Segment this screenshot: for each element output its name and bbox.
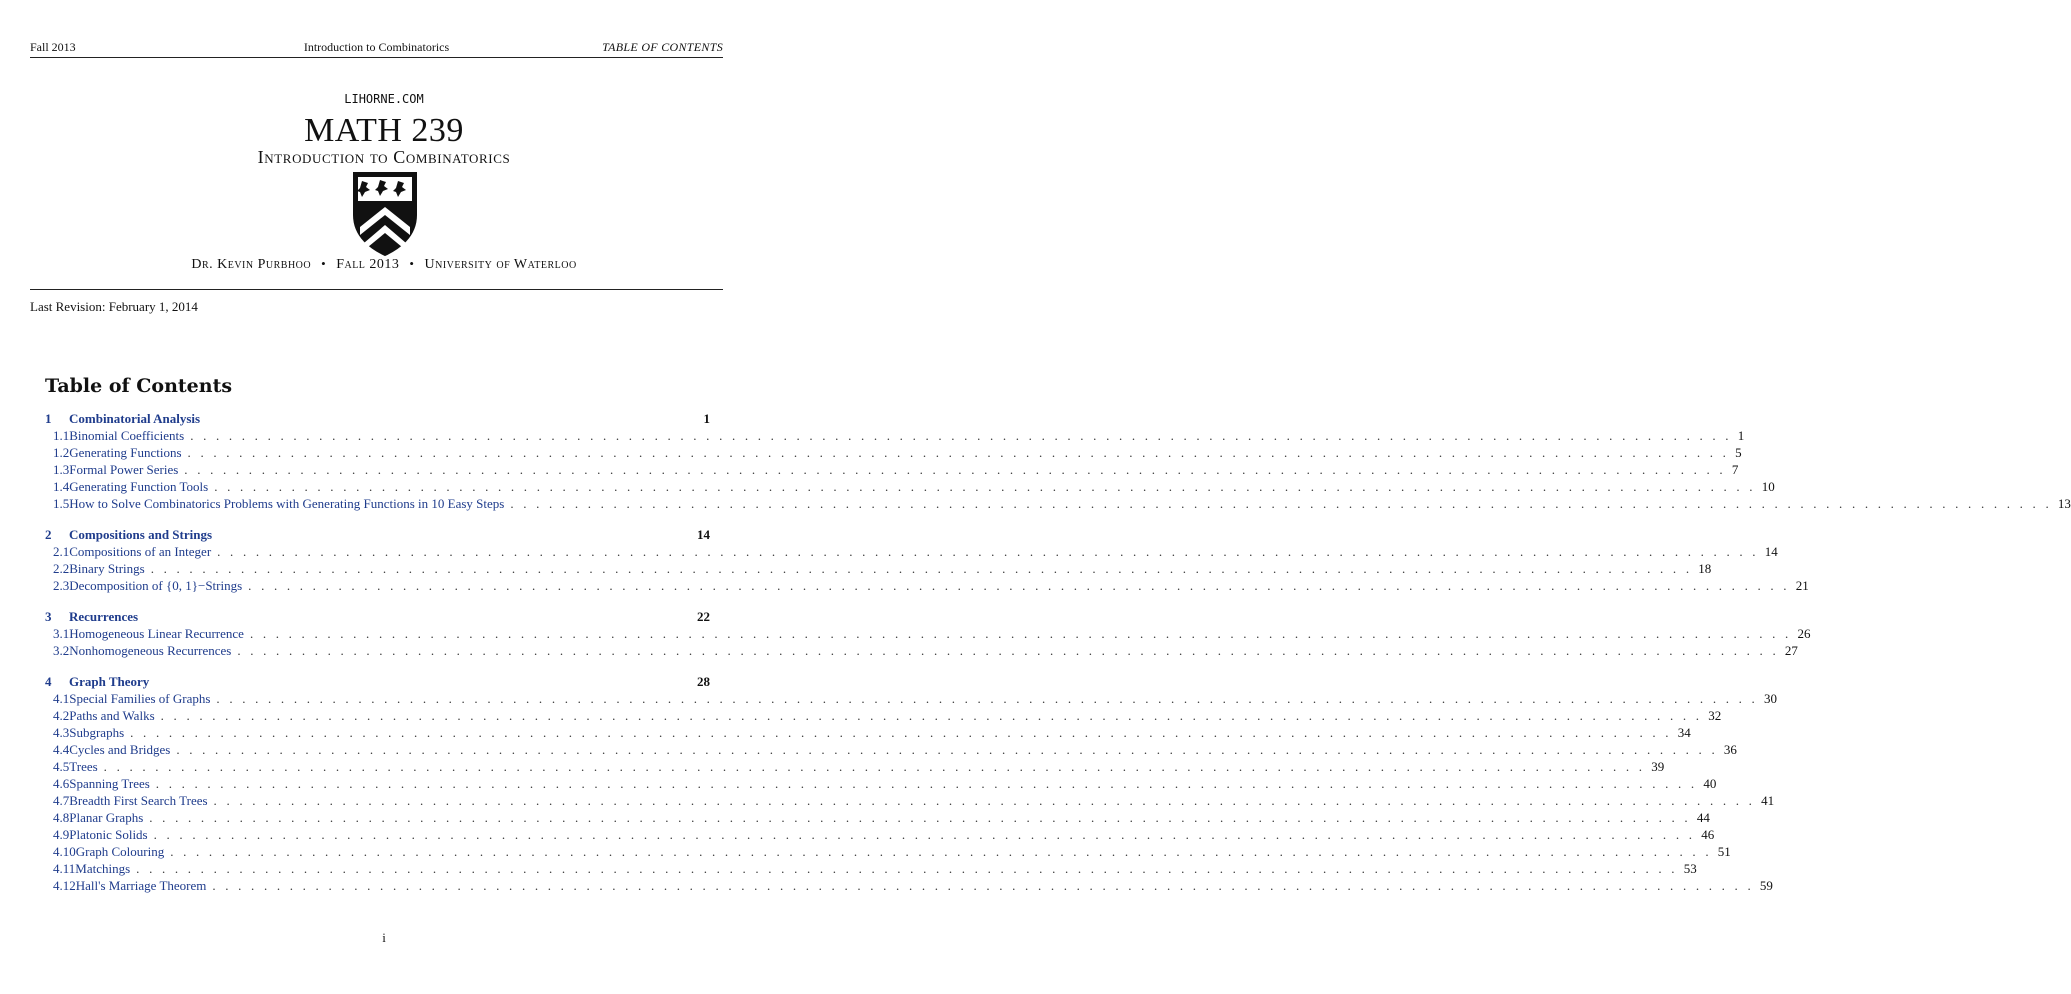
subsection-title: Planar Graphs: [69, 810, 144, 825]
section-number: 2: [45, 527, 52, 542]
toc-section-link[interactable]: [45, 411, 710, 428]
toc-subsection-link[interactable]: [45, 643, 1798, 660]
toc-subsection-link[interactable]: [45, 759, 1665, 776]
subsection-title: Binomial Coefficients: [69, 428, 185, 443]
section-number: 1: [45, 411, 52, 426]
institution: University of Waterloo: [424, 257, 577, 272]
leader-dots: . . . . . . . . . . . . . . . . . . . . . . . . . . . . . . . . . . . . . . . . . . . . . . . . . . . . . . . . . . . . . . . . . . . . . . . . . . . . . . . . . . . . . . . . . . . . . . . . . . . . . . . . . . . . . . . . . . . . . . . .: [176, 742, 1718, 757]
section-title: Graph Theory: [69, 674, 150, 689]
leader-dots: . . . . . . . . . . . . . . . . . . . . . . . . . . . . . . . . . . . . . . . . . . . . . . . . . . . . . . . . . . . . . . . . . . . . . . . . . . . . . . . . . . . . . . . . . . . . . . . . . . . . . . . . . . . . . . . . . . . . . . . .: [136, 861, 1678, 876]
revision-date: Last Revision: February 1, 2014: [30, 299, 198, 314]
subsection-page: 21: [1795, 578, 1809, 593]
toc-subsection-link[interactable]: [45, 742, 1737, 759]
subsection-number: 4.1: [53, 691, 70, 706]
toc-subsection-link[interactable]: [45, 626, 1811, 643]
section-title: Recurrences: [69, 609, 139, 624]
subsection-title: Generating Function Tools: [69, 479, 209, 494]
subsection-title: Subgraphs: [69, 725, 125, 740]
subsection-number: 2.1: [53, 544, 70, 559]
header-rule: [30, 57, 723, 58]
subsection-number: 4.12: [53, 878, 76, 893]
subsection-title: Homogeneous Linear Recurrence: [69, 626, 244, 641]
subsection-title: Compositions of an Integer: [69, 544, 212, 559]
leader-dots: . . . . . . . . . . . . . . . . . . . . . . . . . . . . . . . . . . . . . . . . . . . . . . . . . . . . . . . . . . . . . . . . . . . . . . . . . . . . . . . . . . . . . . . . . . . . . . . . . . . . . . . . . . . . . . . . . . . . . . . .: [217, 544, 1759, 559]
subsection-page: 53: [1683, 861, 1697, 876]
leader-dots: . . . . . . . . . . . . . . . . . . . . . . . . . . . . . . . . . . . . . . . . . . . . . . . . . . . . . . . . . . . . . . . . . . . . . . . . . . . . . . . . . . . . . . . . . . . . . . . . . . . . . . . . . . . . . . . . . . . . . . . .: [153, 827, 1696, 842]
subsection-number: 4.5: [53, 759, 70, 774]
toc-subsection-link[interactable]: [45, 479, 1775, 496]
subsection-page: 13: [2057, 496, 2071, 511]
toc-subsection-link[interactable]: [45, 827, 1715, 844]
leader-dots: . . . . . . . . . . . . . . . . . . . . . . . . . . . . . . . . . . . . . . . . . . . . . . . . . . . . . . . . . . . . . . . . . . . . . . . . . . . . . . . . . . . . . . . . . . . . . . . . . . . . . . . . . . . . . . . . . . . . . . . .: [150, 561, 1693, 576]
leader-dots: . . . . . . . . . . . . . . . . . . . . . . . . . . . . . . . . . . . . . . . . . . . . . . . . . . . . . . . . . . . . . . . . . . . . . . . . . . . . . . . . . . . . . . . . . . . . . . . . . . . . . . . . . . . . . . . . . . . . . . . .: [149, 810, 1691, 825]
section-page: 14: [697, 527, 710, 542]
subsection-number: 4.8: [53, 810, 70, 825]
leader-dots: . . . . . . . . . . . . . . . . . . . . . . . . . . . . . . . . . . . . . . . . . . . . . . . . . . . . . . . . . . . . . . . . . . . . . . . . . . . . . . . . . . . . . . . . . . . . . . . . . . . . . . . . . . . . . . . . . . . . . . . .: [130, 725, 1672, 740]
subsection-number: 1.3: [53, 462, 70, 477]
site-name: LIHORNE.COM: [344, 92, 424, 106]
subsection-page: 14: [1764, 544, 1778, 559]
header-course: Introduction to Combinatorics: [303, 40, 450, 54]
subsection-title: Cycles and Bridges: [69, 742, 171, 757]
subsection-number: 2.3: [53, 578, 70, 593]
subsection-title: Special Families of Graphs: [69, 691, 211, 706]
subsection-number: 4.7: [53, 793, 70, 808]
section-title: Compositions and Strings: [69, 527, 213, 542]
subsection-number: 4.6: [53, 776, 70, 791]
toc-section: [45, 411, 2071, 513]
separator: •: [321, 256, 327, 271]
title-rule: [30, 289, 723, 290]
toc-subsection-link[interactable]: [45, 578, 1809, 595]
leader-dots: . . . . . . . . . . . . . . . . . . . . . . . . . . . . . . . . . . . . . . . . . . . . . . . . . . . . . . . . . . . . . . . . . . . . . . . . . . . . . . . . . . . . . . . . . . . . . . . . . . . . . . . . . . . . . . . . . . . . . . . .: [212, 878, 1754, 893]
subsection-title: Binary Strings: [69, 561, 145, 576]
leader-dots: . . . . . . . . . . . . . . . . . . . . . . . . . . . . . . . . . . . . . . . . . . . . . . . . . . . . . . . . . . . . . . . . . . . . . . . . . . . . . . . . . . . . . . . . . . . . . . . . . . . . . . . . . . . . . . . . . . . . . . . .: [510, 496, 2052, 511]
subsection-page: 40: [1703, 776, 1717, 791]
university-crest-icon: [352, 171, 418, 257]
subsection-page: 5: [1735, 445, 1742, 460]
toc-subsection-link[interactable]: [45, 691, 1777, 708]
subsection-number: 1.2: [53, 445, 70, 460]
toc-heading: Table of Contents: [45, 375, 233, 397]
subsection-title: Paths and Walks: [69, 708, 155, 723]
subsection-number: 2.2: [53, 561, 70, 576]
toc-subsection-link[interactable]: [45, 428, 1745, 445]
leader-dots: . . . . . . . . . . . . . . . . . . . . . . . . . . . . . . . . . . . . . . . . . . . . . . . . . . . . . . . . . . . . . . . . . . . . . . . . . . . . . . . . . . . . . . . . . . . . . . . . . . . . . . . . . . . . . . . . . . . . . . . .: [248, 578, 1790, 593]
subsection-title: Formal Power Series: [69, 462, 179, 477]
subsection-number: 4.4: [53, 742, 70, 757]
subsection-page: 41: [1761, 793, 1775, 808]
subsection-page: 51: [1717, 844, 1731, 859]
subsection-number: 4.11: [53, 861, 76, 876]
toc-section: [45, 609, 1811, 660]
subsection-title: Hall's Marriage Theorem: [75, 878, 207, 893]
subsection-page: 32: [1708, 708, 1722, 723]
term: Fall 2013: [336, 257, 400, 272]
toc-subsection-link[interactable]: [45, 462, 1739, 479]
leader-dots: . . . . . . . . . . . . . . . . . . . . . . . . . . . . . . . . . . . . . . . . . . . . . . . . . . . . . . . . . . . . . . . . . . . . . . . . . . . . . . . . . . . . . . . . . . . . . . . . . . . . . . . . . . . . . . . . . . . . . . . .: [170, 844, 1712, 859]
leader-dots: . . . . . . . . . . . . . . . . . . . . . . . . . . . . . . . . . . . . . . . . . . . . . . . . . . . . . . . . . . . . . . . . . . . . . . . . . . . . . . . . . . . . . . . . . . . . . . . . . . . . . . . . . . . . . . . . . . . . . . . .: [103, 759, 1646, 774]
running-header: [30, 40, 723, 58]
subsection-number: 4.10: [53, 844, 76, 859]
subsection-page: 44: [1696, 810, 1710, 825]
course-subtitle: Introduction to Combinatorics: [257, 147, 511, 167]
toc-subsection-link[interactable]: [45, 844, 1731, 861]
subsection-title: Decomposition of {0, 1}−Strings: [69, 578, 243, 593]
subsection-title: Nonhomogeneous Recurrences: [69, 643, 232, 658]
toc-subsection-link[interactable]: [45, 708, 1722, 725]
leader-dots: . . . . . . . . . . . . . . . . . . . . . . . . . . . . . . . . . . . . . . . . . . . . . . . . . . . . . . . . . . . . . . . . . . . . . . . . . . . . . . . . . . . . . . . . . . . . . . . . . . . . . . . . . . . . . . . . . . . . . . . .: [155, 776, 1698, 791]
toc-section-link[interactable]: [45, 527, 710, 544]
toc-section: [45, 527, 1809, 595]
subsection-page: 10: [1761, 479, 1775, 494]
subsection-title: Trees: [69, 759, 98, 774]
leader-dots: . . . . . . . . . . . . . . . . . . . . . . . . . . . . . . . . . . . . . . . . . . . . . . . . . . . . . . . . . . . . . . . . . . . . . . . . . . . . . . . . . . . . . . . . . . . . . . . . . . . . . . . . . . . . . . . . . . . . . . . .: [190, 428, 1732, 443]
toc-subsection-link[interactable]: [45, 725, 1691, 742]
subsection-number: 1.5: [53, 496, 70, 511]
subsection-number: 3.1: [53, 626, 70, 641]
section-page: 22: [697, 609, 710, 624]
leader-dots: . . . . . . . . . . . . . . . . . . . . . . . . . . . . . . . . . . . . . . . . . . . . . . . . . . . . . . . . . . . . . . . . . . . . . . . . . . . . . . . . . . . . . . . . . . . . . . . . . . . . . . . . . . . . . . . . . . . . . . . .: [187, 445, 1730, 460]
subsection-page: 1: [1737, 428, 1745, 443]
subsection-number: 4.9: [53, 827, 70, 842]
author-line: [0, 256, 768, 273]
subsection-title: Graph Colouring: [75, 844, 165, 859]
header-section: TABLE OF CONTENTS: [602, 40, 723, 54]
section-number: 4: [45, 674, 52, 689]
subsection-page: 26: [1797, 626, 1811, 641]
subsection-title: Matchings: [75, 861, 131, 876]
subsection-title: Generating Functions: [69, 445, 182, 460]
subsection-number: 1.1: [53, 428, 70, 443]
toc-subsection-link[interactable]: [45, 496, 2071, 513]
leader-dots: . . . . . . . . . . . . . . . . . . . . . . . . . . . . . . . . . . . . . . . . . . . . . . . . . . . . . . . . . . . . . . . . . . . . . . . . . . . . . . . . . . . . . . . . . . . . . . . . . . . . . . . . . . . . . . . . . . . . . . . .: [213, 793, 1756, 808]
table-of-contents: [45, 411, 2071, 909]
subsection-page: 59: [1759, 878, 1773, 893]
leader-dots: . . . . . . . . . . . . . . . . . . . . . . . . . . . . . . . . . . . . . . . . . . . . . . . . . . . . . . . . . . . . . . . . . . . . . . . . . . . . . . . . . . . . . . . . . . . . . . . . . . . . . . . . . . . . . . . . . . . . . . . .: [214, 479, 1756, 494]
subsection-page: 27: [1784, 643, 1798, 658]
toc-subsection-link[interactable]: [45, 561, 1712, 578]
toc-subsection-link[interactable]: [45, 776, 1717, 793]
page-number: i: [382, 930, 386, 945]
subsection-number: 4.3: [53, 725, 70, 740]
subsection-page: 36: [1723, 742, 1737, 757]
subsection-page: 30: [1763, 691, 1777, 706]
subsection-title: Platonic Solids: [69, 827, 148, 842]
toc-subsection-link[interactable]: [45, 544, 1778, 561]
leader-dots: . . . . . . . . . . . . . . . . . . . . . . . . . . . . . . . . . . . . . . . . . . . . . . . . . . . . . . . . . . . . . . . . . . . . . . . . . . . . . . . . . . . . . . . . . . . . . . . . . . . . . . . . . . . . . . . . . . . . . . . .: [160, 708, 1703, 723]
section-number: 3: [45, 609, 52, 624]
toc-subsection-link[interactable]: [45, 445, 1742, 462]
toc-subsection-link[interactable]: [45, 810, 1710, 827]
subsection-page: 7: [1731, 462, 1739, 477]
section-page: 28: [697, 674, 710, 689]
leader-dots: . . . . . . . . . . . . . . . . . . . . . . . . . . . . . . . . . . . . . . . . . . . . . . . . . . . . . . . . . . . . . . . . . . . . . . . . . . . . . . . . . . . . . . . . . . . . . . . . . . . . . . . . . . . . . . . . . . . . . . . .: [237, 643, 1779, 658]
course-title: MATH 239: [304, 112, 464, 149]
subsection-page: 39: [1651, 759, 1665, 774]
subsection-page: 46: [1701, 827, 1715, 842]
subsection-number: 3.2: [53, 643, 70, 658]
toc-subsection-link[interactable]: [45, 878, 1773, 895]
section-page: 1: [703, 411, 710, 426]
separator: •: [409, 256, 415, 271]
author-name: Dr. Kevin Purbhoo: [191, 257, 312, 272]
leader-dots: . . . . . . . . . . . . . . . . . . . . . . . . . . . . . . . . . . . . . . . . . . . . . . . . . . . . . . . . . . . . . . . . . . . . . . . . . . . . . . . . . . . . . . . . . . . . . . . . . . . . . . . . . . . . . . . . . . . . . . . .: [249, 626, 1792, 641]
header-term: Fall 2013: [30, 40, 76, 54]
subsection-title: How to Solve Combinatorics Problems with Generating Functions in 10 Easy Steps: [69, 496, 505, 511]
toc-section-link[interactable]: [45, 609, 710, 626]
leader-dots: . . . . . . . . . . . . . . . . . . . . . . . . . . . . . . . . . . . . . . . . . . . . . . . . . . . . . . . . . . . . . . . . . . . . . . . . . . . . . . . . . . . . . . . . . . . . . . . . . . . . . . . . . . . . . . . . . . . . . . . .: [184, 462, 1726, 477]
toc-section: [45, 674, 1777, 895]
subsection-number: 1.4: [53, 479, 70, 494]
subsection-title: Spanning Trees: [69, 776, 150, 791]
section-title: Combinatorial Analysis: [69, 411, 201, 426]
toc-subsection-link[interactable]: [45, 793, 1775, 810]
subsection-page: 18: [1698, 561, 1712, 576]
toc-section-link[interactable]: [45, 674, 710, 691]
subsection-number: 4.2: [53, 708, 70, 723]
subsection-page: 34: [1677, 725, 1691, 740]
leader-dots: . . . . . . . . . . . . . . . . . . . . . . . . . . . . . . . . . . . . . . . . . . . . . . . . . . . . . . . . . . . . . . . . . . . . . . . . . . . . . . . . . . . . . . . . . . . . . . . . . . . . . . . . . . . . . . . . . . . . . . . .: [216, 691, 1758, 706]
toc-subsection-link[interactable]: [45, 861, 1697, 878]
subsection-title: Breadth First Search Trees: [69, 793, 208, 808]
